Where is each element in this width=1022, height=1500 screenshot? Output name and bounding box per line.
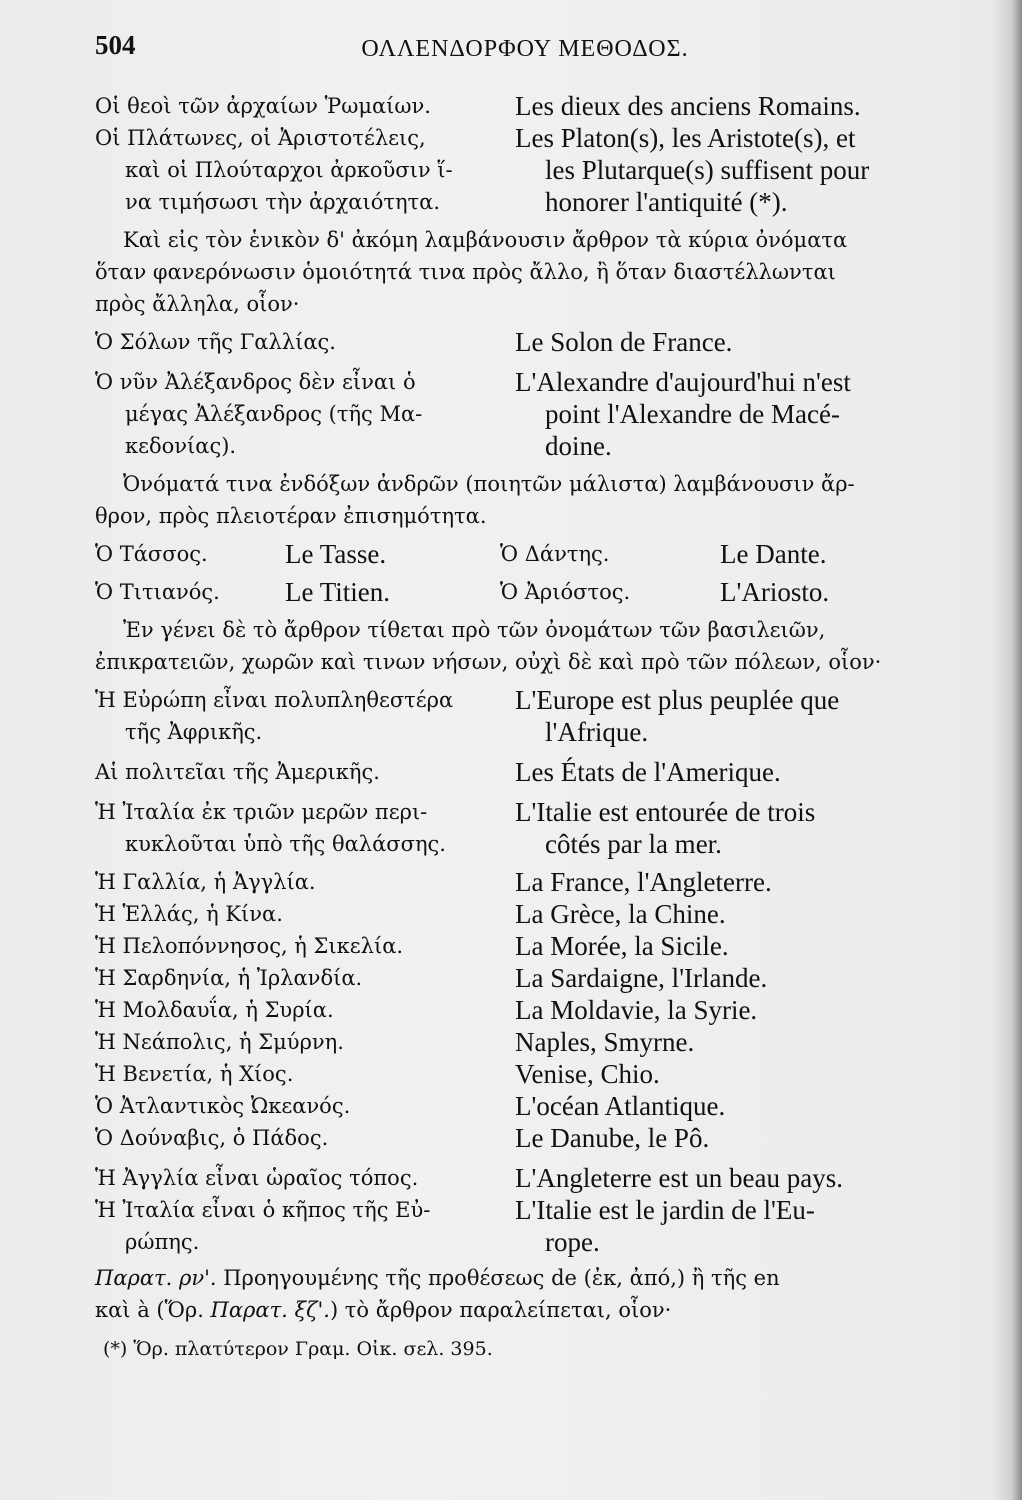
greek-line: Οἱ Πλάτωνες, οἱ Ἀριστοτέλεις, (95, 126, 426, 150)
greek-example (95, 1122, 515, 1154)
french-line: doine. (545, 431, 612, 461)
greek-line: Ἡ Σαρδηνία, ἡ Ἰρλανδία. (95, 966, 363, 990)
french-line: l'Afrique. (545, 717, 649, 747)
page-content (95, 90, 955, 1364)
greek-line: Ἡ Ἀγγλία εἶναι ὡραῖος τόπος. (95, 1166, 419, 1190)
french-line: Les dieux des anciens Romains. (515, 91, 861, 121)
remark-paragraph (95, 1262, 955, 1326)
example-row (95, 898, 955, 930)
french-line: La Grèce, la Chine. (515, 899, 726, 929)
french-translation (515, 90, 955, 122)
greek-line: Ἡ Πελοπόννησος, ἡ Σικελία. (95, 934, 404, 958)
paragraph-famous-men (95, 468, 955, 532)
greek-line: Ὁ Δούναβις, ὁ Πάδος. (95, 1126, 329, 1150)
french-line: L'océan Atlantique. (515, 1091, 726, 1121)
greek-example (95, 326, 515, 358)
greek-example (95, 366, 515, 462)
remark-text-2b: ) τὸ ἄρθρον παραλείπεται, οἷον· (329, 1298, 672, 1322)
french-translation (515, 930, 955, 962)
example-row (95, 930, 955, 962)
french-line: L'Alexandre d'aujourd'hui n'est (515, 367, 851, 397)
french-translation (515, 866, 955, 898)
example-row (95, 796, 955, 860)
remark-label: Παρατ. ρν'. (95, 1266, 217, 1290)
greek-example (95, 962, 515, 994)
french-translation: Le Dante. (720, 539, 827, 569)
greek-line: Ἡ Εὐρώπη εἶναι πολυπληθεστέρα (95, 688, 454, 712)
paragraph-line: Ὀνόματά τινα ἐνδόξων ἀνδρῶν (ποιητῶν μάλιστα) λαμβάνουσιν ἄρ- (123, 472, 855, 496)
greek-example (95, 1026, 515, 1058)
example-row (95, 962, 955, 994)
greek-example (95, 898, 515, 930)
footnote: (*) Ὅρ. πλατύτερον Γραμ. Οἰκ. σελ. 395. (103, 1338, 493, 1360)
french-translation (515, 962, 955, 994)
greek-line: Ἡ Ἰταλία ἐκ τριῶν μερῶν περι- (95, 800, 428, 824)
french-translation (515, 796, 955, 860)
french-translation (515, 1194, 955, 1258)
example-row (95, 684, 955, 748)
greek-line: Ἡ Γαλλία, ἡ Ἀγγλία. (95, 870, 316, 894)
greek-example: Ὁ Τάσσος. (95, 542, 208, 566)
example-row (95, 1162, 955, 1194)
french-translation (515, 366, 955, 462)
example-row (95, 994, 955, 1026)
french-line: côtés par la mer. (545, 829, 722, 859)
greek-line: Ἡ Ἑλλάς, ἡ Κίνα. (95, 902, 283, 926)
page-number: 504 (95, 30, 136, 60)
greek-line: να τιμήσωσι τὴν ἀρχαιότητα. (125, 190, 441, 214)
example-block-places (95, 866, 955, 1258)
greek-line: Ὁ νῦν Ἀλέξανδρος δὲν εἶναι ὁ (95, 370, 416, 394)
french-translation (515, 1026, 955, 1058)
page-header (95, 30, 955, 70)
french-translation (515, 898, 955, 930)
example-row (95, 366, 955, 462)
greek-example: Ὁ Δάντης. (500, 542, 610, 566)
example-row (95, 756, 955, 788)
french-translation (515, 1058, 955, 1090)
greek-line: Ἡ Νεάπολις, ἡ Σμύρνη. (95, 1030, 344, 1054)
french-line: point l'Alexandre de Macé- (545, 399, 840, 429)
french-line: Les Platon(s), les Aristote(s), et (515, 123, 856, 153)
remark-reference: Παρατ. ξζ'. (210, 1298, 330, 1322)
french-translation (515, 756, 955, 788)
greek-example (95, 796, 515, 860)
example-row (95, 1122, 955, 1154)
paragraph-line: θρον, πρὸς πλειοτέραν ἐπισημότητα. (95, 504, 487, 528)
example-row (95, 1194, 955, 1258)
example-row (95, 1090, 955, 1122)
example-row (95, 1026, 955, 1058)
greek-example (95, 994, 515, 1026)
french-translation (515, 1122, 955, 1154)
example-block-continents (95, 684, 955, 860)
french-line: La Moldavie, la Syrie. (515, 995, 758, 1025)
greek-line: τῆς Ἀφρικῆς. (125, 720, 263, 744)
french-translation (515, 1162, 955, 1194)
french-translation (515, 122, 955, 218)
french-translation (515, 1090, 955, 1122)
spacer (95, 748, 955, 756)
paragraph-singular-article (95, 224, 955, 320)
french-translation (515, 684, 955, 748)
greek-line: Ἡ Ἰταλία εἶναι ὁ κῆπος τῆς Εὐ- (95, 1198, 431, 1222)
french-line: L'Angleterre est un beau pays. (515, 1163, 843, 1193)
greek-example (95, 756, 515, 788)
running-title: ΟΛΛΕΝΔΟΡΦΟΥ ΜΕΘΟΔΟΣ. (361, 36, 689, 62)
greek-line: Οἱ θεοὶ τῶν ἀρχαίων Ῥωμαίων. (95, 94, 431, 118)
greek-example: Ὁ Ἀριόστος. (500, 580, 631, 604)
greek-example (95, 1090, 515, 1122)
spacer (95, 788, 955, 796)
greek-line: Ὁ Σόλων τῆς Γαλλίας. (95, 330, 336, 354)
greek-line: καὶ οἱ Πλούταρχοι ἀρκοῦσιν ἵ- (125, 158, 453, 182)
example-row (95, 1058, 955, 1090)
greek-example (95, 1162, 515, 1194)
greek-example (95, 1058, 515, 1090)
greek-example (95, 684, 515, 748)
remark-text-1: Προηγουμένης τῆς προθέσεως de (ἐκ, ἀπό,) ἢ τῆς en (216, 1266, 780, 1290)
greek-example (95, 1194, 515, 1258)
greek-line: Αἱ πολιτεῖαι τῆς Ἀμερικῆς. (95, 760, 380, 784)
french-line: La France, l'Angleterre. (515, 867, 772, 897)
french-line: Naples, Smyrne. (515, 1027, 695, 1057)
french-line: Le Danube, le Pô. (515, 1123, 710, 1153)
spacer (95, 358, 955, 366)
greek-example (95, 122, 515, 218)
greek-line: κεδονίας). (125, 434, 237, 458)
french-line: L'Italie est entourée de trois (515, 797, 816, 827)
french-line: La Morée, la Sicile. (515, 931, 729, 961)
greek-line: ρώπης. (125, 1230, 200, 1254)
greek-example (95, 930, 515, 962)
example-block-plural-names (95, 90, 955, 218)
french-line: Le Solon de France. (515, 327, 733, 357)
example-row (95, 866, 955, 898)
french-line: La Sardaigne, l'Irlande. (515, 963, 768, 993)
paragraph-countries (95, 614, 955, 678)
greek-line: μέγας Ἀλέξανδρος (τῆς Μα- (125, 402, 423, 426)
french-line: Les États de l'Amerique. (515, 757, 781, 787)
greek-line: κυκλοῦται ὑπὸ τῆς θαλάσσης. (125, 832, 446, 856)
spacer (95, 1154, 955, 1162)
remark-text-2a: καὶ à (Ὅρ. (95, 1298, 211, 1322)
paragraph-line: Καὶ εἰς τὸν ἑνικὸν δ' ἀκόμη λαμβάνουσιν ἄρθρον τὰ κύρια ὀνόματα (123, 228, 848, 252)
french-line: L'Italie est le jardin de l'Eu- (515, 1195, 815, 1225)
french-line: L'Europe est plus peuplée que (515, 685, 840, 715)
example-block-solon-alexander (95, 326, 955, 462)
french-translation (515, 326, 955, 358)
greek-line: Ἡ Βενετία, ἡ Χίος. (95, 1062, 294, 1086)
greek-line: Ἡ Μολδαυΐα, ἡ Συρία. (95, 998, 334, 1022)
french-translation (515, 994, 955, 1026)
example-row (95, 538, 955, 570)
greek-line: Ὁ Ἀτλαντικὸς Ὠκεανός. (95, 1094, 351, 1118)
french-translation: Le Tasse. (285, 539, 387, 569)
example-row (95, 122, 955, 218)
paragraph-line: Ἐν γένει δὲ τὸ ἄρθρον τίθεται πρὸ τῶν ὀνομάτων τῶν βασιλειῶν, (123, 618, 826, 642)
example-row (95, 326, 955, 358)
greek-example (95, 90, 515, 122)
paragraph-line: ὅταν φανερόνωσιν ὁμοιότητά τινα πρὸς ἄλλο, ἢ ὅταν διαστέλλωνται (95, 260, 836, 284)
french-translation: L'Ariosto. (720, 577, 830, 607)
french-line: Venise, Chio. (515, 1059, 660, 1089)
paragraph-line: ἐπικρατειῶν, χωρῶν καὶ τινων νήσων, οὐχὶ δὲ καὶ πρὸ τῶν πόλεων, οἷον· (95, 650, 882, 674)
example-block-poets (95, 538, 955, 608)
example-row (95, 90, 955, 122)
greek-example (95, 866, 515, 898)
french-line: les Plutarque(s) suffisent pour (545, 155, 870, 185)
paragraph-line: πρὸς ἄλληλα, οἷον· (95, 292, 300, 316)
french-line: rope. (545, 1227, 600, 1257)
french-line: honorer l'antiquité (*). (545, 187, 788, 217)
greek-example: Ὁ Τιτιανός. (95, 580, 220, 604)
french-translation: Le Titien. (285, 577, 391, 607)
example-row (95, 576, 955, 608)
